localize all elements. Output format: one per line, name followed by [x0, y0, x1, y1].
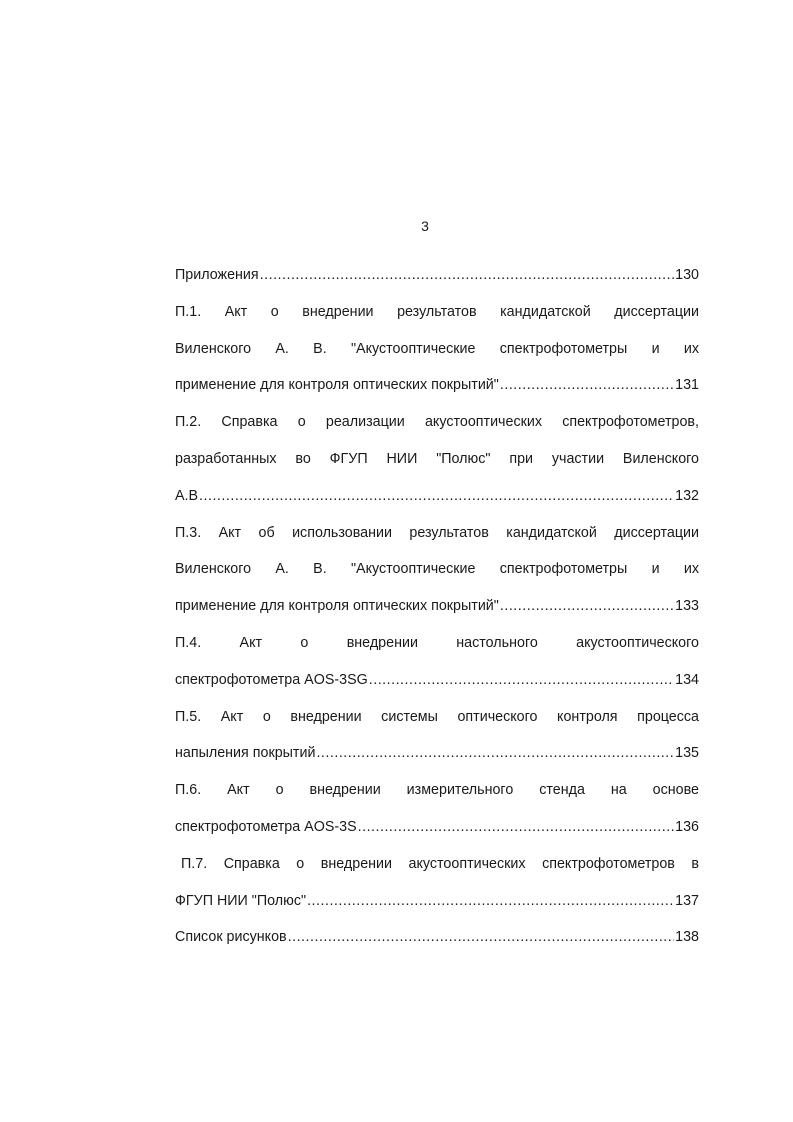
leader-dots [500, 375, 674, 395]
toc-entry-text-line: П.5. Акт о внедрении системы оптического контроля процесса [175, 708, 699, 725]
toc-page-number: 136 [675, 818, 699, 835]
toc-entry-text-line: П.3. Акт об использовании результатов кандидатской диссертации [175, 524, 699, 541]
toc-entry-text: Список рисунков [175, 929, 287, 946]
toc-entry [175, 486, 699, 523]
toc-page-number: 131 [675, 377, 699, 394]
toc-entry [175, 743, 699, 780]
toc-entry [175, 375, 699, 412]
toc-entry-text: напыления покрытий [175, 745, 316, 762]
leader-dots [288, 927, 675, 947]
toc-entry-text: применение для контроля оптических покрытий" [175, 377, 499, 394]
toc-page-number: 137 [675, 892, 699, 909]
toc-page-number: 133 [675, 598, 699, 615]
toc-entry [175, 670, 699, 707]
toc-entry-text-line: П.6. Акт о внедрении измерительного стенда на основе [175, 782, 699, 799]
toc-entry-text-line: разработанных во ФГУП НИИ "Полюс" при участии Виленского [175, 450, 699, 467]
toc-entry-text: ФГУП НИИ "Полюс" [175, 892, 307, 909]
leader-dots [307, 891, 674, 911]
toc-entry [175, 596, 699, 633]
leader-dots [369, 670, 674, 690]
toc-entry-text-line: П.4. Акт о внедрении настольного акустооптического [175, 634, 699, 651]
page-number: 3 [421, 218, 429, 234]
table-of-contents [175, 265, 699, 964]
toc-entry-text-line: Виленского А. В. "Акустооптические спектрофотометры и их [175, 561, 699, 578]
toc-page-number: 134 [675, 671, 699, 688]
leader-dots [358, 817, 675, 837]
toc-entry-text: А.В [175, 487, 199, 504]
toc-entry-text: спектрофотометра AOS-3SG [175, 671, 368, 688]
toc-entry-text-line: П.7. Справка о внедрении акустооптических спектрофотометров в [181, 855, 699, 872]
leader-dots [260, 265, 674, 285]
toc-entry [175, 817, 699, 854]
toc-page-number: 138 [675, 929, 699, 946]
leader-dots [316, 743, 674, 763]
toc-page-number: 132 [675, 487, 699, 504]
toc-page-number: 130 [675, 267, 699, 283]
leader-dots [500, 596, 674, 616]
toc-entry-text: применение для контроля оптических покрытий" [175, 598, 499, 615]
toc-entry-text-line: Виленского А. В. "Акустооптические спектрофотометры и их [175, 340, 699, 357]
toc-entry-text-line: П.2. Справка о реализации акустооптических спектрофотометров, [175, 414, 699, 431]
toc-entry-text: Приложения [175, 267, 259, 283]
toc-entry-text-line: П.1. Акт о внедрении результатов кандидатской диссертации [175, 303, 699, 320]
toc-entry [175, 891, 699, 928]
toc-entry [175, 927, 699, 964]
leader-dots [199, 486, 674, 506]
toc-entry [175, 265, 699, 302]
toc-entry-text: спектрофотометра AOS-3S [175, 818, 357, 835]
toc-page-number: 135 [675, 745, 699, 762]
